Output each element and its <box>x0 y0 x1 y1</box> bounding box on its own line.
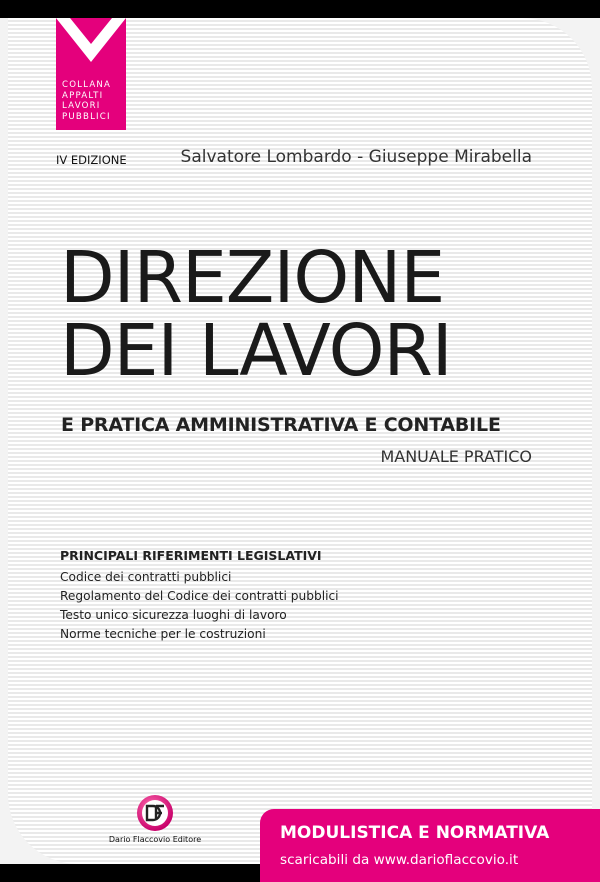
publisher <box>100 793 210 844</box>
title-line: DIREZIONE <box>60 236 445 319</box>
cover-panel <box>8 18 592 864</box>
authors: Salvatore Lombardo - Giuseppe Mirabella <box>180 147 532 167</box>
chevron-down-icon <box>56 18 126 66</box>
book-title <box>60 236 560 392</box>
reference-item: Regolamento del Codice dei contratti pubblici <box>60 589 339 603</box>
reference-item: Testo unico sicurezza luoghi di lavoro <box>60 608 287 622</box>
publisher-name: Dario Flaccovio Editore <box>108 835 202 844</box>
references-heading: PRINCIPALI RIFERIMENTI LEGISLATIVI <box>60 548 322 563</box>
publisher-logo-icon <box>135 793 175 833</box>
edition-label: IV EDIZIONE <box>56 153 127 167</box>
manual-label: MANUALE PRATICO <box>380 447 532 466</box>
promo-url-text: scaricabili da www.darioflaccovio.it <box>280 852 519 868</box>
promo-banner <box>260 809 600 882</box>
references-block <box>60 548 339 644</box>
series-label <box>62 80 122 122</box>
series-line: LAVORI <box>62 101 101 111</box>
series-line: COLLANA <box>62 80 112 90</box>
series-line: PUBBLICI <box>62 111 111 122</box>
book-subtitle: E PRATICA AMMINISTRATIVA E CONTABILE <box>61 414 501 436</box>
reference-item: Codice dei contratti pubblici <box>60 570 232 584</box>
book-cover <box>0 18 600 868</box>
series-line: APPALTI <box>62 90 104 101</box>
series-badge <box>56 18 126 130</box>
promo-title: MODULISTICA E NORMATIVA <box>280 823 550 843</box>
title-line: DEI LAVORI <box>60 309 452 392</box>
reference-item: Norme tecniche per le costruzioni <box>60 627 266 641</box>
